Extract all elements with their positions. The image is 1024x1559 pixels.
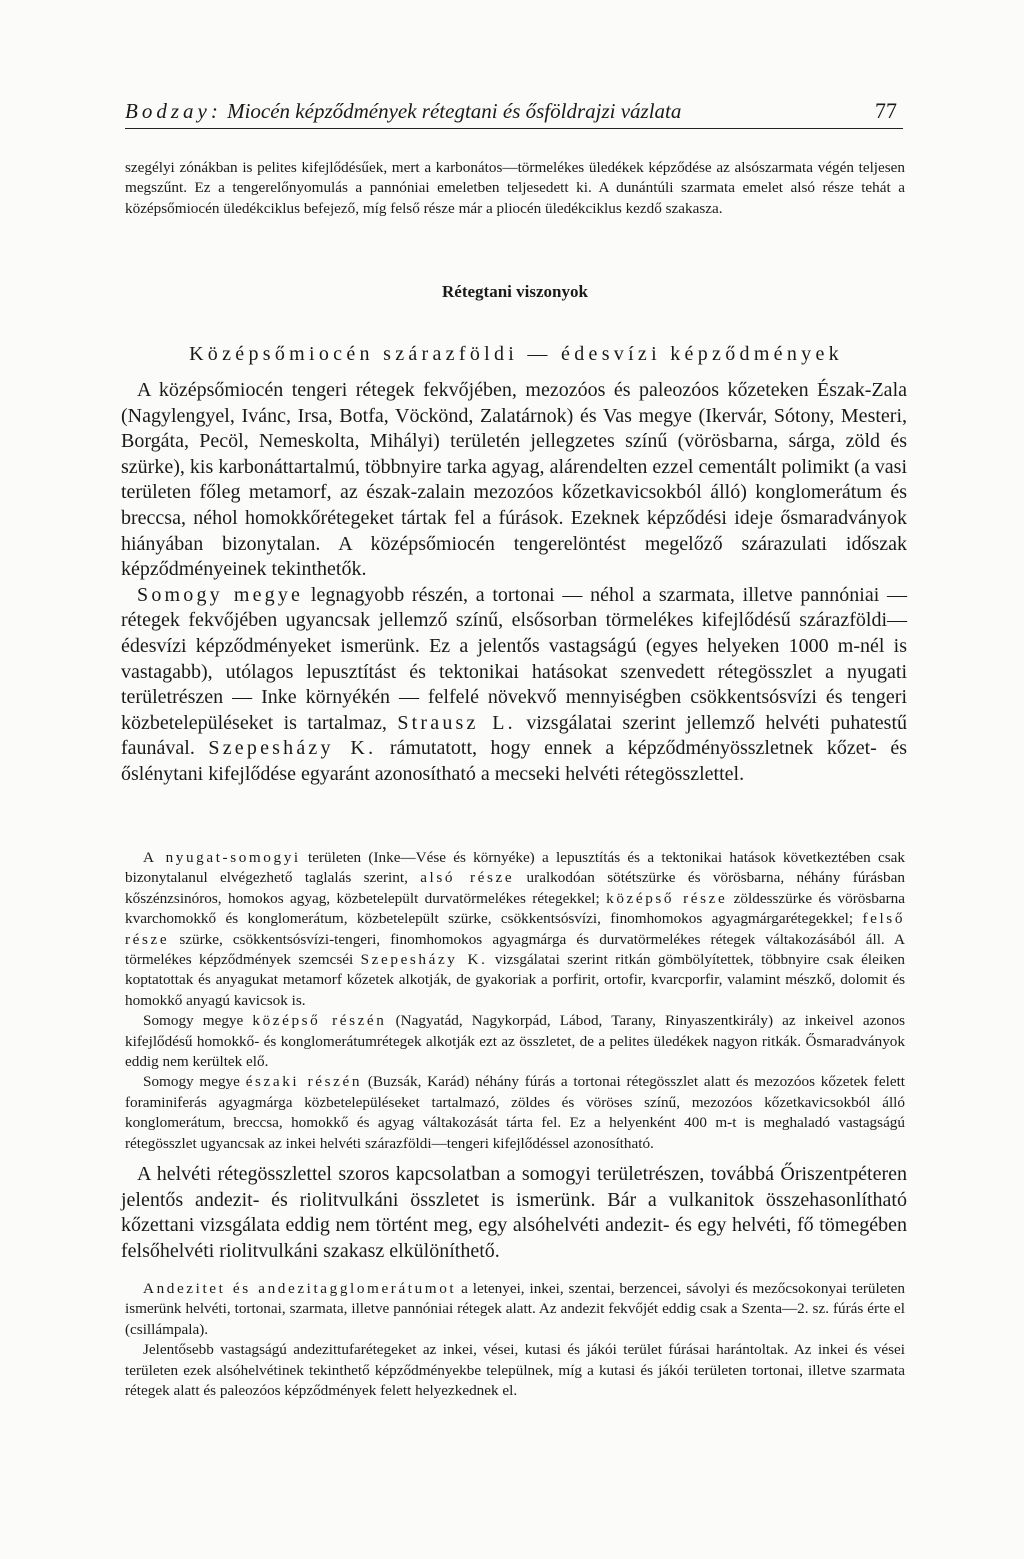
body-paragraph-1: A középsőmiocén tengeri rétegek fekvőjében, mezozóos és paleozóos kőzeteken Észak-Zala (Nagylengyel, Ivánc, Irsa, Botfa, Vöckönd, Zalatárnok) és Vas megye (Ikervár, Sótony, Mesteri, Borgáta, Pecöl, Nemeskolta, Mihályi) területén jellegzetes színű (vörösbarna, sárga, zöld és szürke), kis karbonáttartalmú, többnyire tarka agyag, alárendelten ezzel cementált polimikt (a vasi területen főleg metamorf, az észak-zalain mezozóos kőzetkavicsokból álló) konglomerátum és breccsa, néhol homokkőrétegeket tártak fel a fúrások. Ezeknek képződési ideje ősmaradványok hiányában bizonytalan. A középsőmiocén tengerelöntést megelőző szárazulati időszak képződményeinek tekinthetők. (121, 379, 907, 581)
spaced-term: alsó része (420, 869, 515, 887)
intro-paragraph-block (125, 158, 905, 219)
page-number: 77 (875, 98, 897, 123)
text-run: területen (Inke—Vése és környéke) a lepusztítás és a tektonikai hatások következtében csak bizonytalanul elvégezhető taglalás szerint, (125, 849, 905, 887)
footnote-block-2 (125, 1279, 905, 1401)
section-title: Rétegtani viszonyok (442, 282, 588, 301)
text-run: Somogy megye (143, 1012, 244, 1030)
small-paragraph-4 (125, 1279, 905, 1340)
main-text-block-2 (121, 1162, 907, 1264)
small-paragraph-1 (125, 848, 905, 1011)
text-run: zöldesszürke és vörösbarna kvarchomokkő és konglomerátum, közbetelepült szürke, csökkentsósvízi, finomhomokos agyagmárgarétegekkel; (125, 889, 906, 928)
body-paragraph-3: A helvéti rétegösszlettel szoros kapcsolatban a somogyi területrészen, továbbá Őriszentpéteren jelentős andezit- és riolitvulkáni összletet is ismerünk. Bár a vulkanitok összehasonlítható kőzettani vizsgálata eddig nem történt meg, egy alsóhelvéti andezit- és egy helvéti, fő tömegében felsőhelvéti riolitvulkáni szakasz elkülöníthető. (121, 1163, 907, 1262)
spaced-term: A nyugat-somogyi (143, 849, 301, 866)
subsection-title: Középsőmiocén szárazföldi — édesvízi képződmények (189, 343, 843, 365)
small-paragraph-5: Jelentősebb vastagságú andezittufarétegeket az inkei, vései, kutasi és jákói terület fúrásai harántoltak. Az inkei és vései területen ezek alsóhelvétinek tekinthető képződményekbe települnek, míg a kutasi és jákói területen tortonai, illetve szarmata rétegek alatt és paleozóos képződmények felett helyezkednek el. (125, 1341, 905, 1400)
spaced-term: felső része (125, 910, 906, 948)
spaced-term: középső részén (252, 1012, 387, 1030)
header-author: Bodzay: (125, 99, 222, 123)
spaced-term: Andezitet és andezitagglomerátumot (143, 1280, 457, 1297)
small-paragraph-2 (125, 1011, 905, 1072)
spaced-term: északi részén (245, 1073, 363, 1091)
main-text-block-1 (121, 378, 907, 788)
author-name: Szepesházy K. (360, 951, 488, 969)
spaced-term: Somogy megye (137, 583, 304, 606)
text-run: Somogy megye (143, 1073, 240, 1091)
text-run: szürke, csökkentsósvízi-tengeri, finomhomokos agyagmárga és durvatörmelékes rétegek váltakozásából áll. A törmelékes képződmények szemcséi (125, 930, 905, 969)
intro-paragraph: szegélyi zónákban is pelites kifejlődésűek, mert a karbonátos—törmelékes üledékek képződése az alsószarmata végén teljesen megszűnt. Ez a tengerelőnyomulás a pannóniai emeletben teljesedett ki. A dunántúli szarmata emelet alsó része tehát a középsőmiocén üledékciklus befejező, míg felső része már a pliocén üledékciklus kezdő szakasza. (125, 159, 905, 217)
text-run: rámutatott, hogy ennek a képződményösszletnek kőzet- és őslénytani kifejlődése egyaránt azonosítható a mecseki helvéti rétegösszlettel. (121, 737, 907, 785)
body-paragraph-2 (121, 583, 907, 788)
text-run: legnagyobb részén, a tortonai — néhol a szarmata, illetve pannóniai — rétegek fekvőjében ugyancsak jellemző színű, elsősorban törmelékes kifejlődésű szárazföldi—édesvízi képződményeket ismerünk. Ez a jelentős vastagságú (egyes helyeken 1000 m-nél is vastagabb), utólagos lepusztítást és tektonikai hatásokat szenvedett rétegösszlet a nyugati területrészen — Inke környékén — felfelé növekvő mennyiségben csökkentsósvízi és tengeri közbetelepüléseket is tartalmaz, (121, 583, 907, 734)
footnote-block-1 (125, 848, 905, 1154)
author-name: Szepesházy K. (208, 737, 377, 760)
text-run: uralkodóan sötétszürke és vörösbarna, néhány fúrásban kőszénzsinóros, homokos agyag, közbetelepült durvatörmelékes rétegekkel; (125, 869, 905, 907)
text-run: a letenyei, inkei, szentai, berzencei, sávolyi és mezőcsokonyai területen ismerünk helvéti, tortonai, szarmata, illetve pannóniai rétegek alatt. Az andezit fekvőjét eddig csak a Szenta—2. sz. fúrás érte el (csillámpala). (125, 1280, 905, 1338)
spaced-term: középső része (606, 889, 728, 907)
text-run: vizsgálatai szerint jellemző helvéti puhatestű faunával. (121, 711, 908, 760)
author-name: Strausz L. (397, 711, 516, 734)
text-run: vizsgálatai szerint ritkán gömbölyítettek, többnyire csak éleiken koptatottak és anyagukat metamorf kőzetek alkotják, de gyakoriak a porfirit, ortofir, kvarcporfir, valamint mészkő, dolomit és homokkő anyagú kavicsok is. (125, 951, 905, 1009)
text-run: (Buzsák, Karád) néhány fúrás a tortonai rétegösszlet alatt és mezozóos kőzetek felett foraminiferás agyagmárga közbetelepüléseket tartalmazó, zöldes és vöröses színű, mezozóos kőzetkavicsokból álló konglomerátum, breccsa, homokkő és agyag váltakozását tárta fel. Ez a helyenként 400 m-t is meghaladó vastagságú rétegösszlet ugyancsak az inkei helvéti szárazföldi—tengeri kifejlődéssel azonosítható. (125, 1073, 906, 1152)
running-header (125, 98, 903, 129)
small-paragraph-3 (125, 1072, 905, 1154)
text-run: (Nagyatád, Nagykorpád, Lábod, Tarany, Rinyaszentkirály) az inkeivel azonos kifejlődésű homokkő- és konglomerátumrétegek alkotják ezt az összletet, de a pelites üledékek nagyon ritkák. Ősmaradványok eddig nem kerültek elő. (125, 1012, 906, 1071)
header-title: Miocén képződmények rétegtani és ősföldrajzi vázlata (227, 99, 682, 123)
